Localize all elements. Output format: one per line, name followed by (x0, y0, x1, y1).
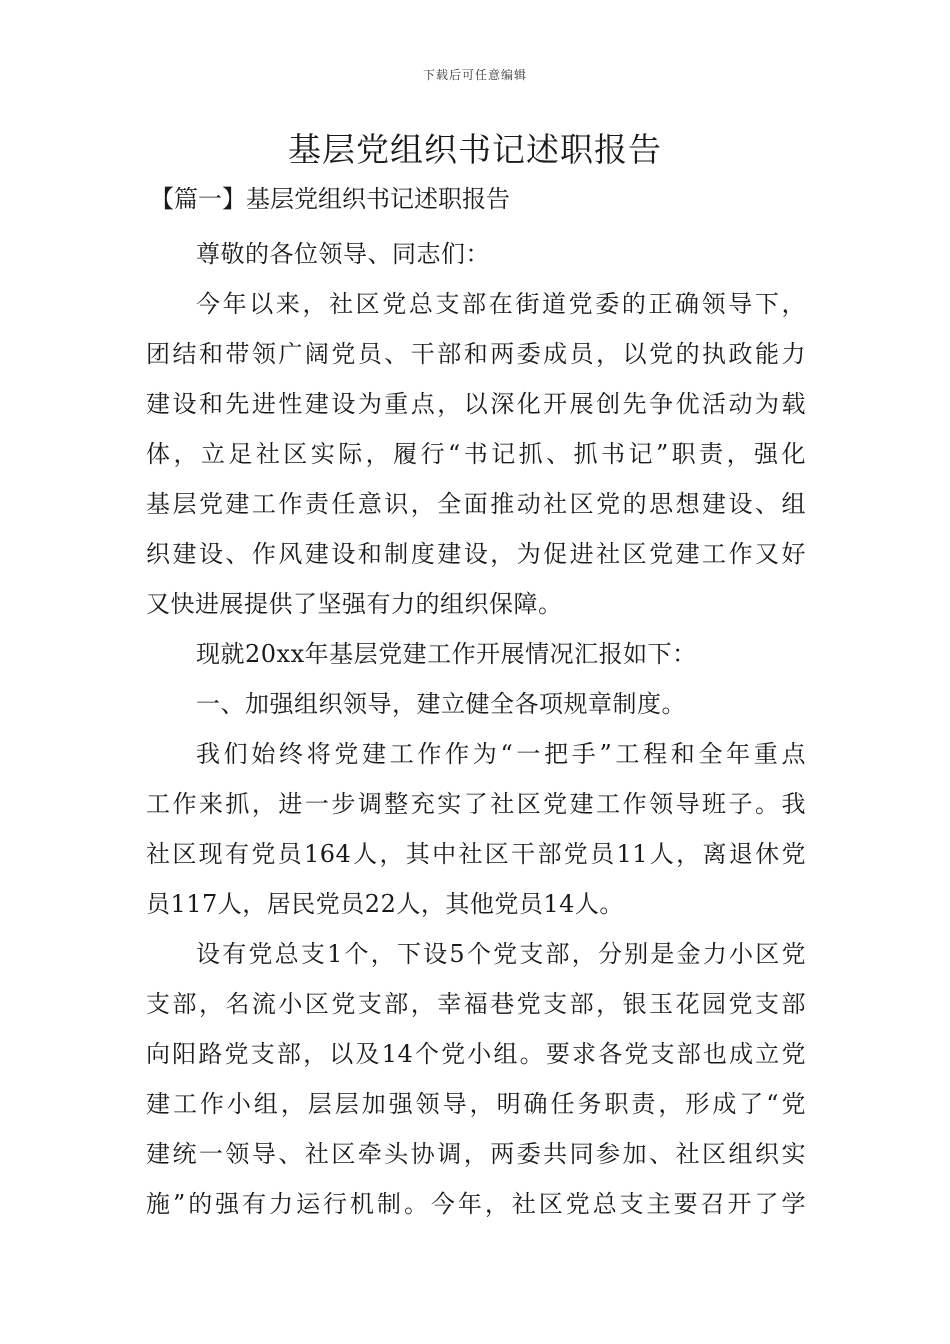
text-line: 社区现有党员164人，其中社区干部党员11人，离退休党 (146, 840, 806, 868)
text-line: 织建设、作风建设和制度建设，为促进社区党建工作又好 (146, 540, 806, 568)
text-line: 建设和先进性建设为重点，以深化开展创先争优活动为载 (146, 390, 806, 418)
text-line: 向阳路党支部，以及14个党小组。要求各党支部也成立党 (146, 1040, 806, 1068)
text-line: 施”的强有力运行机制。今年，社区党总支主要召开了学 (146, 1190, 806, 1218)
text-line: 设有党总支1个，下设5个党支部，分别是金力小区党 (196, 940, 806, 968)
header-note: 下载后可任意编辑 (422, 68, 527, 82)
text-line: 建工作小组，层层加强领导，明确任务职责，形成了“党 (146, 1090, 806, 1118)
text-line: 又快进展提供了坚强有力的组织保障。 (146, 590, 563, 618)
text-line: 基层党建工作责任意识，全面推动社区党的思想建设、组 (146, 490, 806, 518)
text-line: 现就20xx年基层党建工作开展情况汇报如下： (196, 640, 697, 668)
text-line-greeting: 尊敬的各位领导、同志们： (196, 240, 490, 268)
text-line: 今年以来，社区党总支部在街道党委的正确领导下， (196, 290, 806, 318)
text-line: 团结和带领广阔党员、干部和两委成员，以党的执政能力 (146, 340, 806, 368)
document-body (146, 229, 806, 1229)
text-line: 建统一领导、社区牵头协调，两委共同参加、社区组织实 (146, 1140, 806, 1168)
text-line: 支部，名流小区党支部，幸福巷党支部，银玉花园党支部 (146, 990, 806, 1018)
document-title: 基层党组织书记述职报告 (288, 130, 662, 169)
text-line: 员117人，居民党员22人，其他党员14人。 (146, 890, 624, 918)
section-subtitle: 【篇一】基层党组织书记述职报告 (150, 185, 510, 213)
section-heading-1: 一、加强组织领导，建立健全各项规章制度。 (196, 690, 686, 718)
text-line: 工作来抓，进一步调整充实了社区党建工作领导班子。我 (146, 790, 806, 818)
text-line: 体，立足社区实际，履行“书记抓、抓书记”职责，强化 (146, 440, 806, 468)
text-line: 我们始终将党建工作作为“一把手”工程和全年重点 (196, 740, 806, 768)
